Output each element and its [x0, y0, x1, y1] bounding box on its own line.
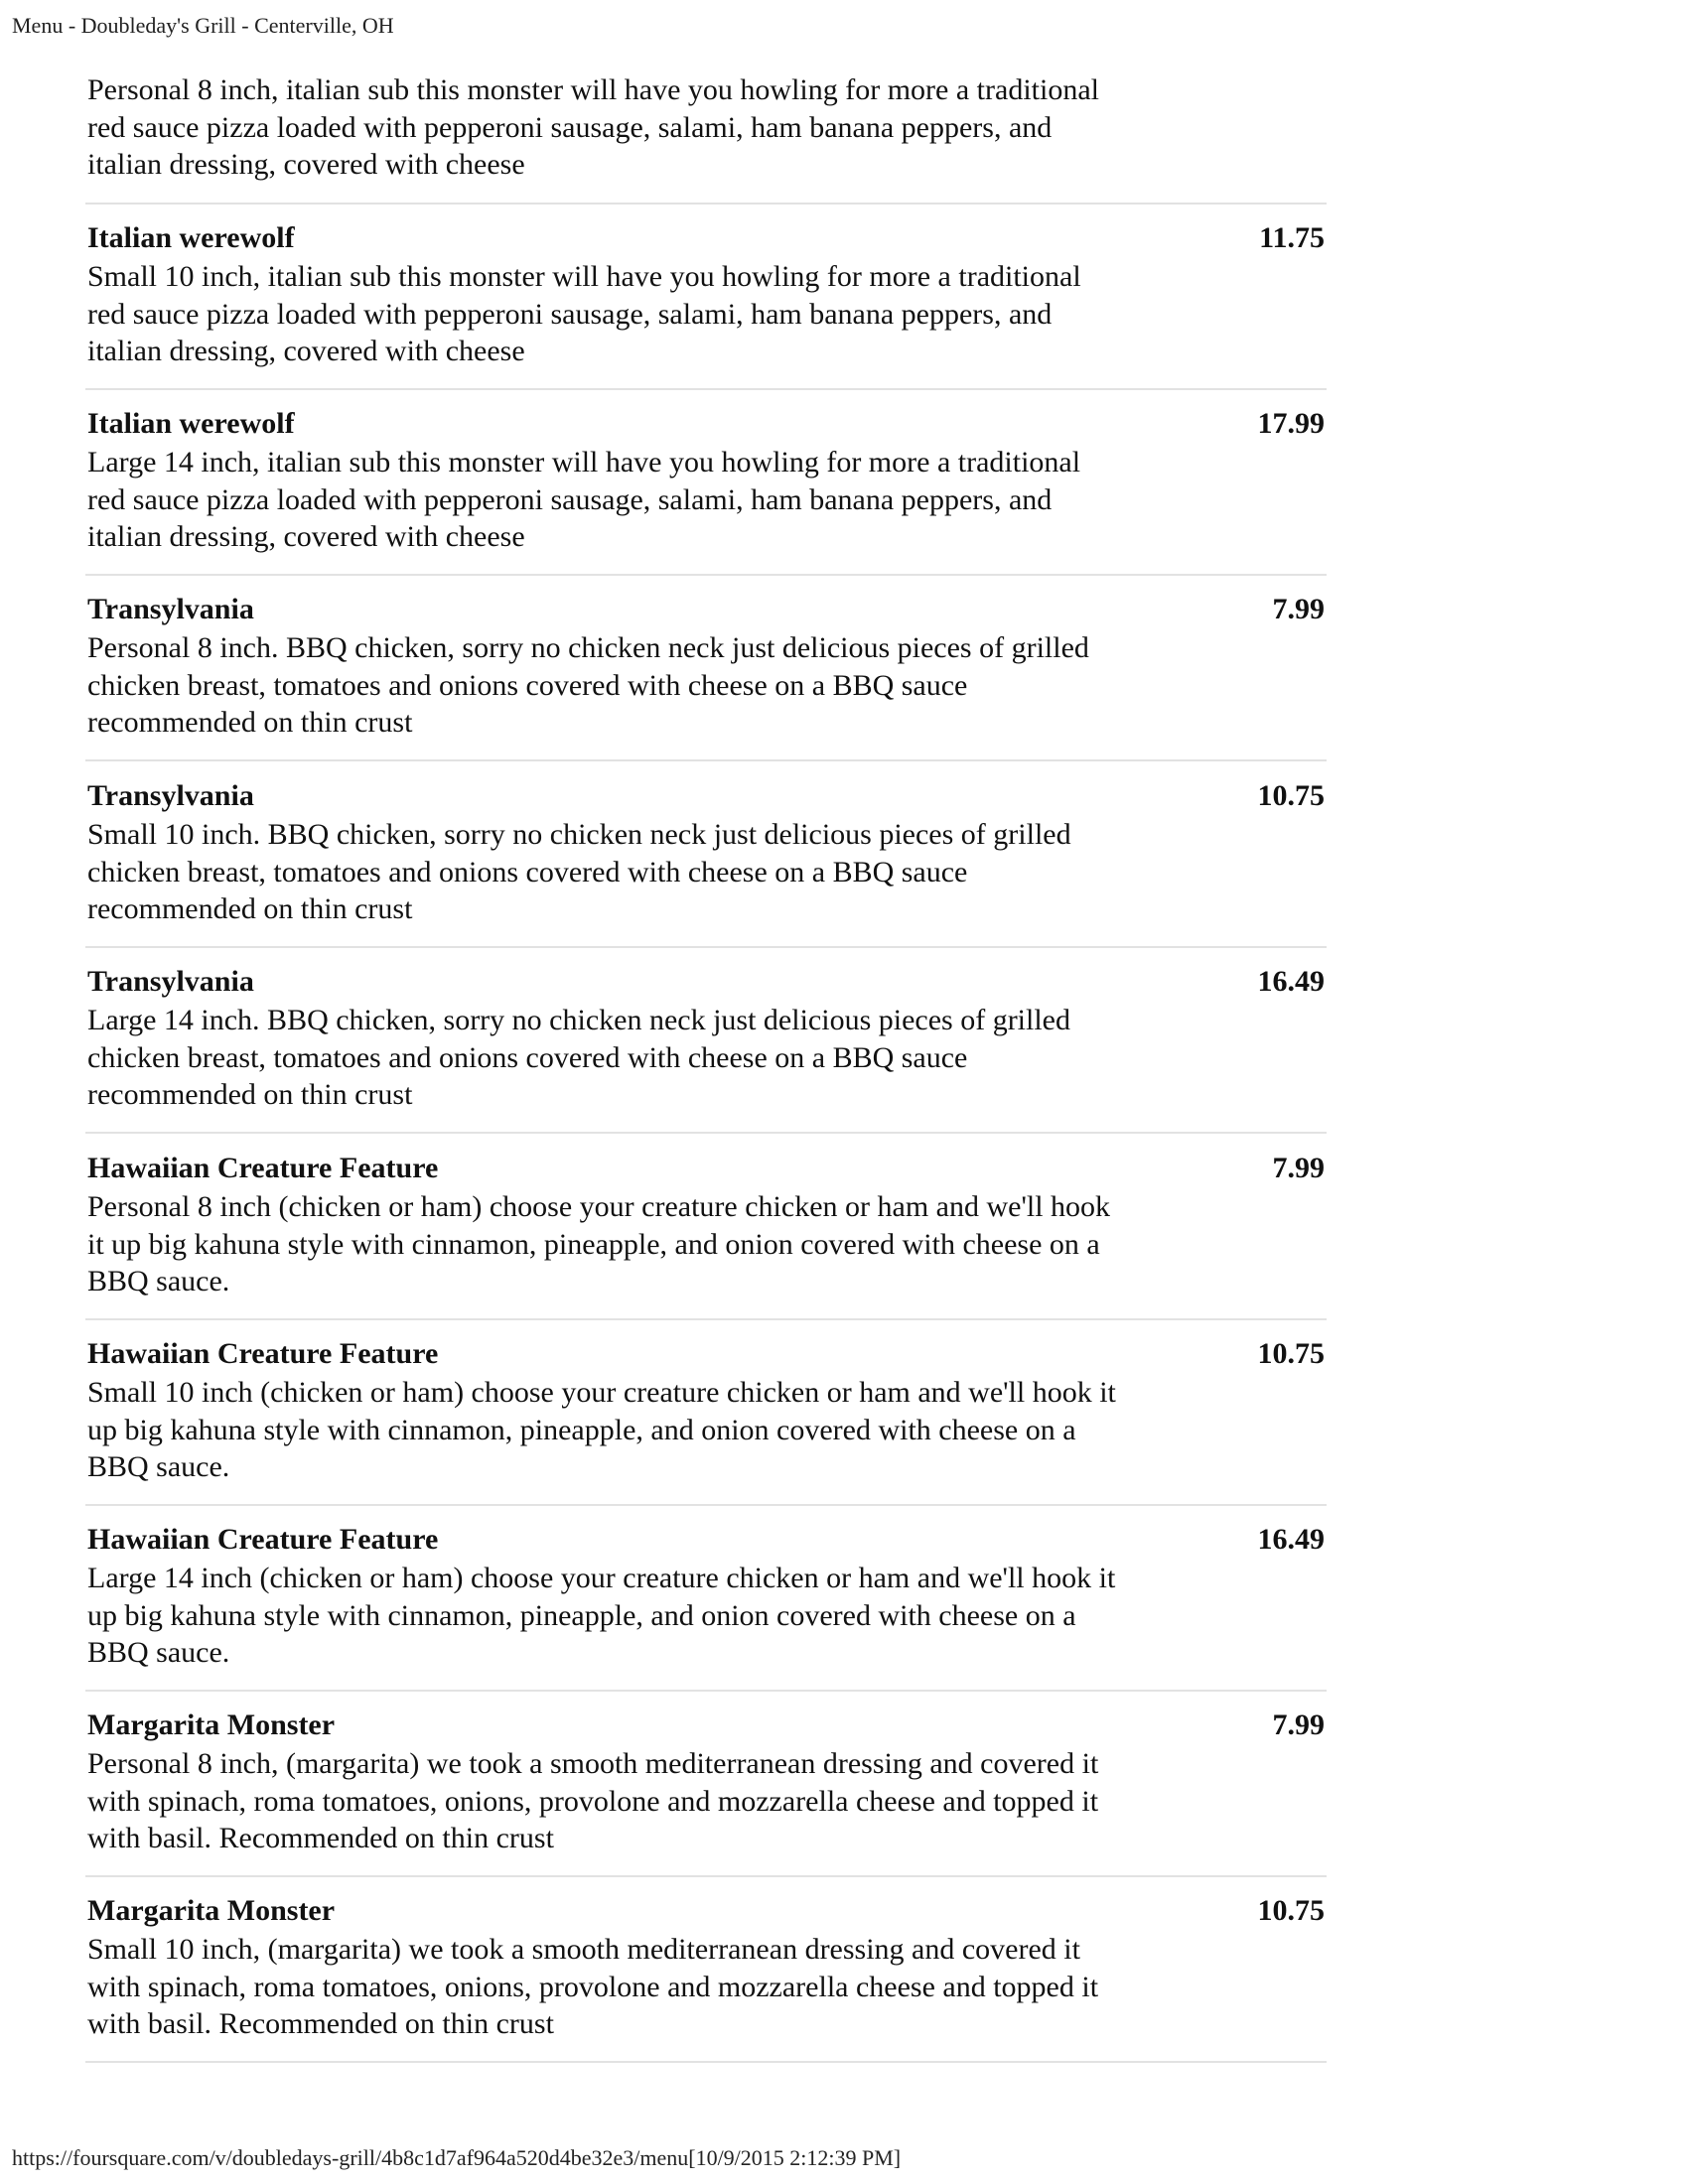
- item-description: Personal 8 inch. BBQ chicken, sorry no chicken neck just delicious pieces of grilled chicken breast, tomatoes and onions covered with cheese on a BBQ sauce recommended on thin crust: [87, 631, 1089, 739]
- item-price: 10.75: [1257, 1337, 1325, 1370]
- item-description: Personal 8 inch, italian sub this monster will have you howling for more a traditional red sauce pizza loaded with pepperoni sausage, salami, ham banana peppers, and italian dressing, covered with cheese: [87, 73, 1099, 181]
- item-description: Small 10 inch, italian sub this monster will have you howling for more a traditional red sauce pizza loaded with pepperoni sausage, salami, ham banana peppers, and italian dressing, covered with cheese: [87, 260, 1081, 367]
- divider: [85, 2061, 1327, 2063]
- page-title: Menu - Doubleday's Grill - Centerville, OH: [12, 13, 394, 38]
- menu-item: [85, 1893, 1327, 2078]
- item-description: Small 10 inch (chicken or ham) choose your creature chicken or ham and we'll hook it up big kahuna style with cinnamon, pineapple, and onion covered with cheese on a BBQ sauce.: [87, 1376, 1116, 1483]
- menu-item: [85, 1151, 1327, 1335]
- divider: [85, 388, 1327, 390]
- item-description: Small 10 inch. BBQ chicken, sorry no chicken neck just delicious pieces of grilled chicken breast, tomatoes and onions covered with cheese on a BBQ sauce recommended on thin crust: [87, 818, 1071, 925]
- item-description: Large 14 inch, italian sub this monster will have you howling for more a traditional red sauce pizza loaded with pepperoni sausage, salami, ham banana peppers, and italian dressing, covered with cheese: [87, 446, 1081, 553]
- divider: [85, 1318, 1327, 1320]
- item-name: Hawaiian Creature Feature: [87, 1337, 439, 1370]
- item-description: Personal 8 inch, (margarita) we took a smooth mediterranean dressing and covered it with spinach, roma tomatoes, onions, provolone and mozzarella cheese and topped it with basil. Recommended on thin crust: [87, 1747, 1099, 1854]
- item-price: 7.99: [1272, 1152, 1325, 1184]
- divider: [85, 1132, 1327, 1134]
- item-description: Large 14 inch. BBQ chicken, sorry no chicken neck just delicious pieces of grilled chicken breast, tomatoes and onions covered with cheese on a BBQ sauce recommended on thin crust: [87, 1004, 1070, 1111]
- item-name: Hawaiian Creature Feature: [87, 1523, 439, 1556]
- item-price: 17.99: [1257, 407, 1325, 440]
- item-name: Italian werewolf: [87, 221, 295, 254]
- menu-item: [85, 220, 1327, 405]
- item-price: 10.75: [1257, 1894, 1325, 1927]
- menu-item: [85, 964, 1327, 1149]
- divider: [85, 203, 1327, 205]
- item-name: Hawaiian Creature Feature: [87, 1152, 439, 1184]
- item-name: Transylvania: [87, 965, 254, 998]
- menu-item: [85, 406, 1327, 591]
- menu-item: [85, 592, 1327, 776]
- divider: [85, 1875, 1327, 1877]
- item-name: Transylvania: [87, 779, 254, 812]
- item-price: 7.99: [1272, 1708, 1325, 1741]
- menu-item: [85, 1336, 1327, 1521]
- item-price: 11.75: [1259, 221, 1325, 254]
- divider: [85, 946, 1327, 948]
- divider: [85, 759, 1327, 761]
- item-description: Personal 8 inch (chicken or ham) choose your creature chicken or ham and we'll hook it up big kahuna style with cinnamon, pineapple, and onion covered with cheese on a BBQ sauce.: [87, 1190, 1111, 1297]
- item-price: 16.49: [1257, 1523, 1325, 1556]
- item-name: Italian werewolf: [87, 407, 295, 440]
- divider: [85, 574, 1327, 576]
- divider: [85, 1504, 1327, 1506]
- menu-item: [85, 778, 1327, 963]
- item-price: 7.99: [1272, 593, 1325, 625]
- item-name: Transylvania: [87, 593, 254, 625]
- menu-item: [85, 1707, 1327, 1892]
- item-price: 16.49: [1257, 965, 1325, 998]
- item-name: Margarita Monster: [87, 1894, 336, 1927]
- item-description: Large 14 inch (chicken or ham) choose your creature chicken or ham and we'll hook it up big kahuna style with cinnamon, pineapple, and onion covered with cheese on a BBQ sauce.: [87, 1562, 1116, 1669]
- page-url-footer: https://foursquare.com/v/doubledays-grill/4b8c1d7af964a520d4be32e3/menu[10/9/2015 2:12:39 PM]: [12, 2145, 902, 2170]
- item-description: Small 10 inch, (margarita) we took a smooth mediterranean dressing and covered it with spinach, roma tomatoes, onions, provolone and mozzarella cheese and topped it with basil. Recommended on thin crust: [87, 1933, 1099, 2040]
- divider: [85, 1690, 1327, 1692]
- item-name: Margarita Monster: [87, 1708, 336, 1741]
- menu-item: [85, 1522, 1327, 1706]
- item-price: 10.75: [1257, 779, 1325, 812]
